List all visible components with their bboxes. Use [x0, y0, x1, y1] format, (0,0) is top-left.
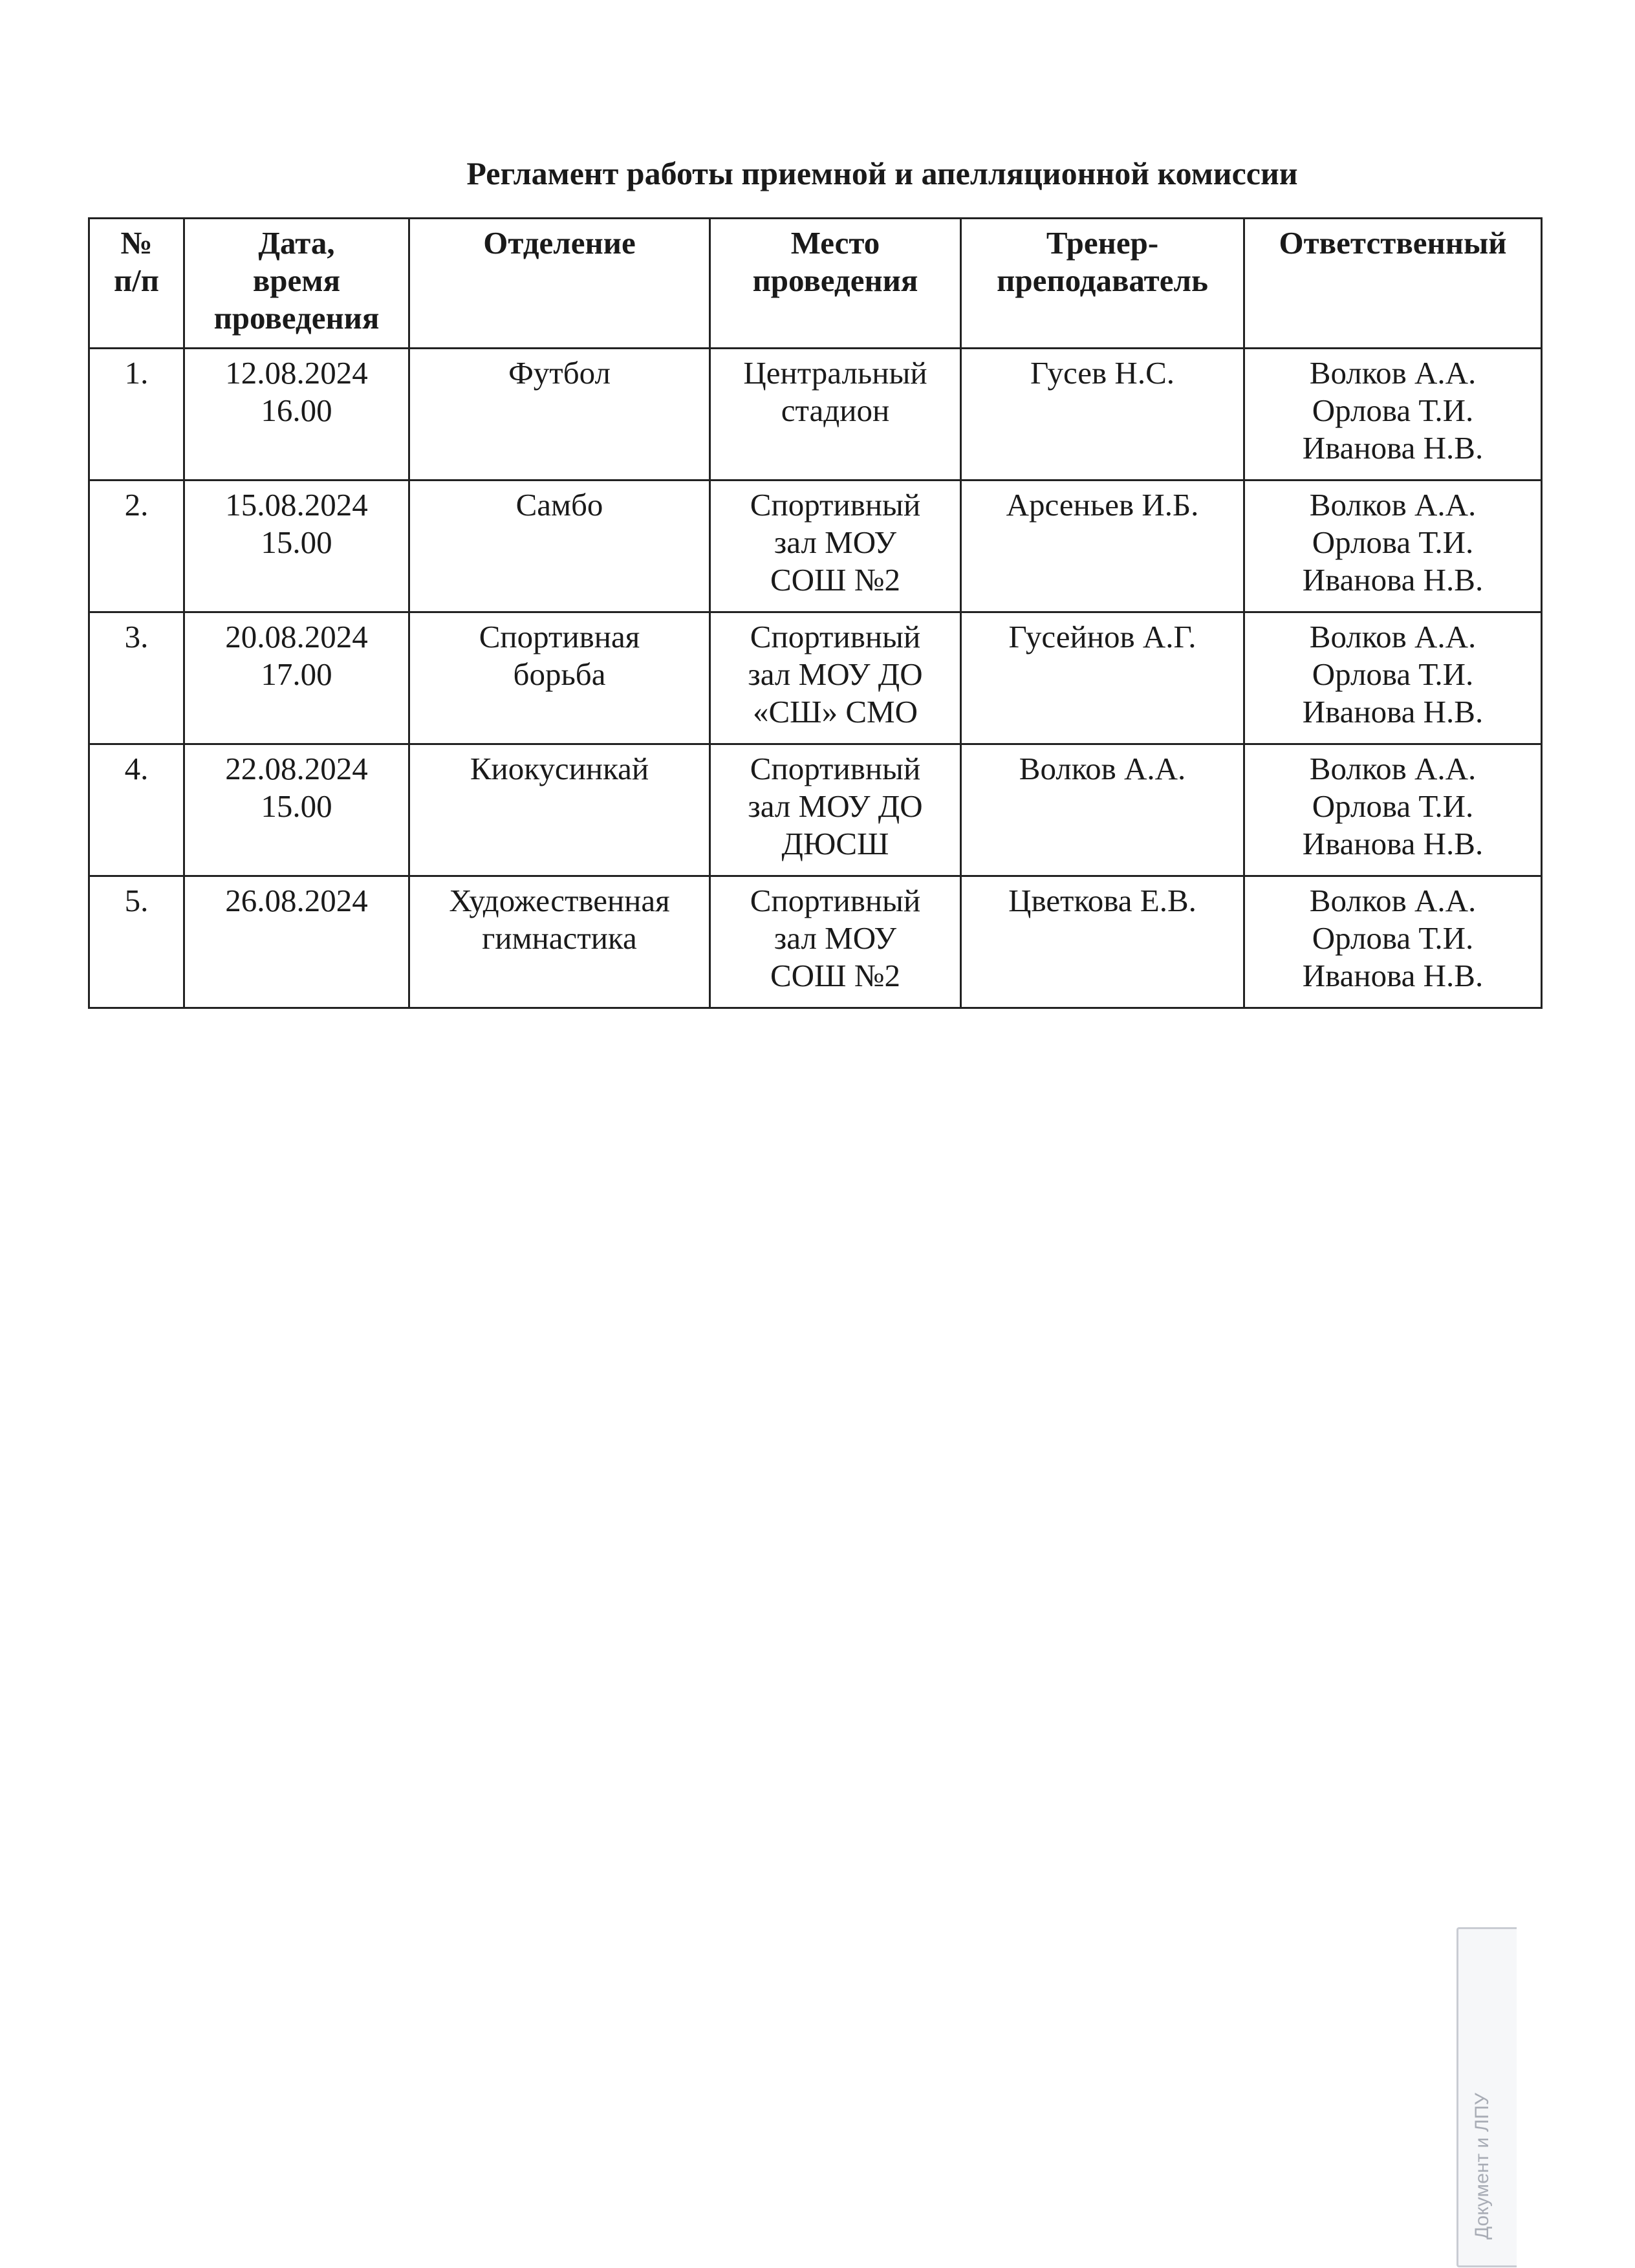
column-header-place [710, 219, 961, 349]
cell-responsible-line: Волков А.А. [1309, 487, 1477, 523]
side-stamp [1456, 1927, 1517, 2267]
cell-place-line: Спортивный [750, 883, 921, 918]
cell-responsible-line: Волков А.А. [1309, 619, 1477, 654]
cell-trainer: Цветкова Е.В. [961, 876, 1244, 1008]
cell-date [184, 876, 409, 1008]
cell-department-line: гимнастика [482, 920, 637, 956]
cell-place [710, 481, 961, 612]
cell-trainer: Гусев Н.С. [961, 349, 1244, 481]
cell-responsible-line: Волков А.А. [1309, 751, 1477, 786]
cell-place-line: зал МОУ [774, 524, 897, 560]
cell-department-line: Спортивная [479, 619, 640, 654]
table-row [89, 876, 1542, 1008]
cell-responsible-line: Орлова Т.И. [1312, 524, 1474, 560]
header-line: Место [790, 225, 880, 261]
table-header-row [89, 219, 1542, 349]
table-row [89, 744, 1542, 876]
cell-place-line: СОШ №2 [770, 562, 900, 598]
cell-date-line: 17.00 [261, 656, 332, 692]
cell-responsible-line: Иванова Н.В. [1302, 562, 1484, 598]
cell-trainer: Гусейнов А.Г. [961, 612, 1244, 744]
cell-department [409, 744, 710, 876]
cell-responsible-line: Орлова Т.И. [1312, 393, 1474, 428]
cell-department-line: борьба [513, 656, 606, 692]
cell-place [710, 349, 961, 481]
cell-responsible-line: Волков А.А. [1309, 355, 1477, 391]
cell-date-line: 15.00 [261, 524, 332, 560]
cell-date-line: 12.08.2024 [225, 355, 368, 391]
schedule-table [88, 217, 1543, 1009]
cell-place-line: Спортивный [750, 487, 921, 523]
cell-place [710, 744, 961, 876]
cell-responsible-line: Орлова Т.И. [1312, 920, 1474, 956]
cell-place-line: Спортивный [750, 751, 921, 786]
cell-date-line: 26.08.2024 [225, 883, 368, 918]
cell-department [409, 481, 710, 612]
column-header-trainer [961, 219, 1244, 349]
cell-date [184, 481, 409, 612]
cell-number: 1. [89, 349, 184, 481]
cell-responsible [1244, 349, 1542, 481]
cell-responsible-line: Иванова Н.В. [1302, 826, 1484, 861]
cell-department [409, 612, 710, 744]
cell-place-line: Центральный [743, 355, 927, 391]
cell-date-line: 15.00 [261, 788, 332, 824]
cell-place-line: зал МОУ [774, 920, 897, 956]
cell-date-line: 20.08.2024 [225, 619, 368, 654]
cell-date [184, 744, 409, 876]
header-line: Дата, [258, 225, 335, 261]
cell-place-line: Спортивный [750, 619, 921, 654]
header-line: Тренер- [1046, 225, 1159, 261]
cell-responsible [1244, 876, 1542, 1008]
document-title: Регламент работы приемной и апелляционной комиссии [466, 155, 1298, 191]
table-row [89, 349, 1542, 481]
cell-date [184, 612, 409, 744]
stamp-text: Документ и ЛПУ [1471, 2093, 1493, 2240]
cell-department-line: Футбол [508, 355, 611, 391]
table-row [89, 612, 1542, 744]
cell-department-line: Художественная [449, 883, 670, 918]
cell-place-line: «СШ» СМО [752, 694, 918, 729]
header-line: Ответственный [1279, 225, 1507, 261]
header-line: проведения [213, 300, 380, 336]
cell-number: 3. [89, 612, 184, 744]
column-header-resp [1244, 219, 1542, 349]
table-body [89, 349, 1542, 1008]
header-line: время [252, 263, 341, 298]
header-line: п/п [113, 263, 160, 298]
cell-date-line: 15.08.2024 [225, 487, 368, 523]
cell-trainer: Волков А.А. [961, 744, 1244, 876]
cell-number: 4. [89, 744, 184, 876]
header-line: преподаватель [997, 263, 1208, 298]
cell-date [184, 349, 409, 481]
cell-responsible-line: Иванова Н.В. [1302, 430, 1484, 466]
header-line: Отделение [483, 225, 636, 261]
column-header-date [184, 219, 409, 349]
cell-place [710, 612, 961, 744]
cell-place-line: зал МОУ ДО [748, 656, 923, 692]
cell-department-line: Самбо [515, 487, 603, 523]
cell-date-line: 16.00 [261, 393, 332, 428]
header-line: проведения [752, 263, 918, 298]
cell-responsible-line: Иванова Н.В. [1302, 694, 1484, 729]
column-header-num [89, 219, 184, 349]
cell-place-line: зал МОУ ДО [748, 788, 923, 824]
cell-number: 2. [89, 481, 184, 612]
header-line: № [120, 225, 153, 261]
cell-responsible-line: Иванова Н.В. [1302, 958, 1484, 993]
cell-place-line: ДЮСШ [781, 826, 889, 861]
table-row [89, 481, 1542, 612]
cell-responsible [1244, 744, 1542, 876]
cell-responsible-line: Орлова Т.И. [1312, 656, 1474, 692]
cell-place-line: стадион [781, 393, 890, 428]
column-header-dept [409, 219, 710, 349]
cell-responsible [1244, 612, 1542, 744]
cell-number: 5. [89, 876, 184, 1008]
cell-department [409, 876, 710, 1008]
cell-responsible-line: Волков А.А. [1309, 883, 1477, 918]
cell-department [409, 349, 710, 481]
cell-date-line: 22.08.2024 [225, 751, 368, 786]
cell-responsible [1244, 481, 1542, 612]
cell-responsible-line: Орлова Т.И. [1312, 788, 1474, 824]
cell-department-line: Киокусинкай [470, 751, 649, 786]
cell-place-line: СОШ №2 [770, 958, 900, 993]
cell-trainer: Арсеньев И.Б. [961, 481, 1244, 612]
cell-place [710, 876, 961, 1008]
